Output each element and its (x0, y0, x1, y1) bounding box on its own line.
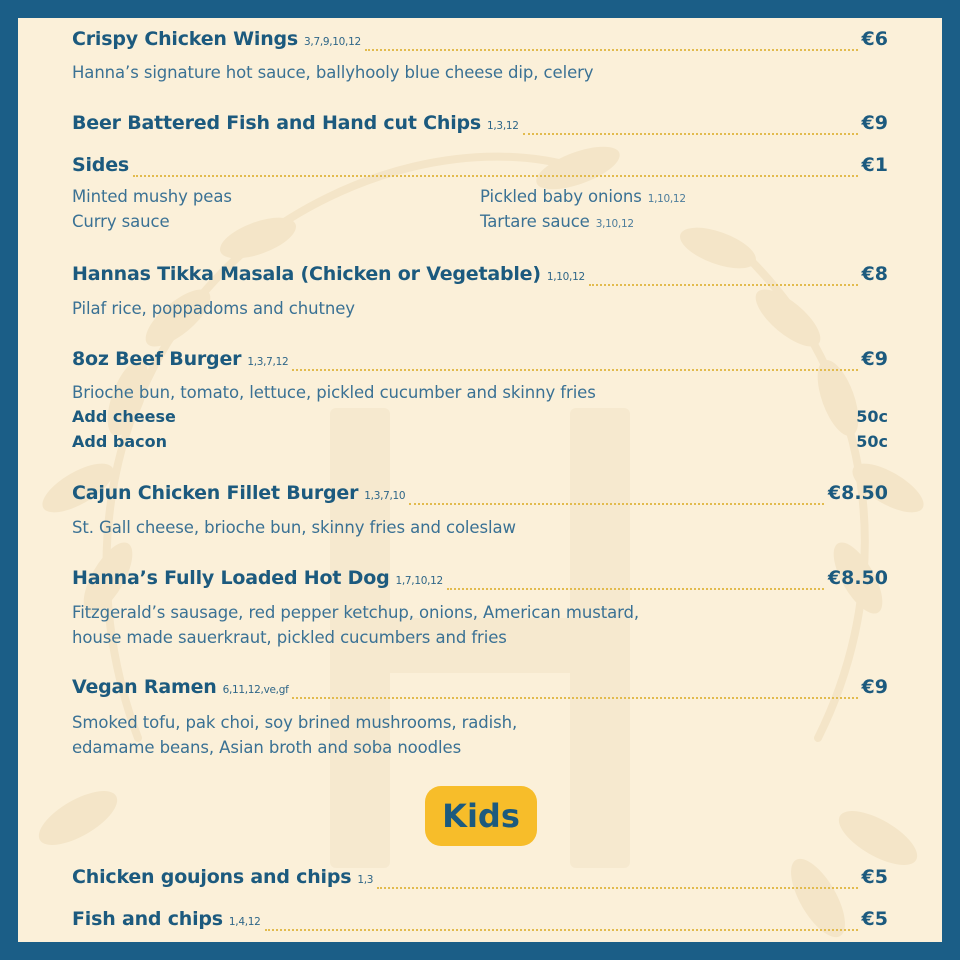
description-line: edamame beans, Asian broth and soba noodles (72, 738, 462, 757)
item-name: 8oz Beef Burger (72, 348, 242, 370)
item-price: €8.50 (827, 482, 888, 504)
allergen-codes: 1,10,12 (647, 193, 686, 205)
dotted-leader (292, 368, 857, 371)
side-item (72, 187, 232, 206)
menu-item-vegan-ramen (72, 676, 888, 706)
item-price: €5 (861, 908, 888, 930)
dotted-leader (133, 174, 858, 177)
addon-label: Add bacon (72, 432, 167, 451)
side-label: Curry sauce (72, 212, 170, 231)
dotted-leader (265, 928, 858, 931)
menu-item-crispy-chicken-wings (72, 28, 888, 58)
allergen-codes: 1,7,10,12 (395, 575, 443, 587)
item-name: Cajun Chicken Fillet Burger (72, 482, 359, 504)
menu-content (18, 18, 942, 942)
side-item (480, 212, 634, 231)
item-description (72, 515, 852, 540)
item-description (72, 380, 852, 405)
allergen-codes: 1,10,12 (546, 271, 585, 283)
dotted-leader (377, 886, 857, 889)
allergen-codes: 1,3 (357, 874, 374, 886)
addon-bacon (72, 432, 888, 451)
allergen-codes: 3,7,9,10,12 (304, 36, 361, 48)
item-name: Fish and chips (72, 908, 223, 930)
side-label: Minted mushy peas (72, 187, 232, 206)
menu-item-chicken-goujons (72, 866, 888, 896)
item-price: €9 (861, 112, 888, 134)
side-item (72, 212, 170, 231)
dotted-leader (523, 132, 858, 135)
item-price: €9 (861, 348, 888, 370)
item-name: Beer Battered Fish and Hand cut Chips (72, 112, 482, 134)
allergen-codes: 3,10,12 (595, 218, 634, 230)
side-label: Pickled baby onions (480, 187, 642, 206)
item-name: Crispy Chicken Wings (72, 28, 299, 50)
item-name: Hanna’s Fully Loaded Hot Dog (72, 567, 390, 589)
allergen-codes: 1,4,12 (228, 916, 261, 928)
item-description (72, 600, 852, 650)
description-line: Fitzgerald’s sausage, red pepper ketchup, onions, American mustard, (72, 603, 639, 622)
menu-item-sides (72, 154, 888, 184)
description-line: Pilaf rice, poppadoms and chutney (72, 299, 355, 318)
addon-cheese (72, 407, 888, 426)
allergen-codes: 1,3,7,12 (247, 356, 289, 368)
description-line: Hanna’s signature hot sauce, ballyhooly blue cheese dip, celery (72, 63, 594, 82)
allergen-codes: 6,11,12,ve,gf (222, 684, 289, 696)
menu-item-cajun-chicken-burger (72, 482, 888, 512)
item-price: €9 (861, 676, 888, 698)
item-price: €6 (861, 28, 888, 50)
item-description (72, 710, 852, 760)
dotted-leader (292, 696, 857, 699)
addon-price: 50c (856, 407, 888, 426)
item-price: €1 (861, 154, 888, 176)
menu-item-hot-dog (72, 567, 888, 597)
item-price: €5 (861, 866, 888, 888)
item-price: €8 (861, 263, 888, 285)
dotted-leader (447, 587, 824, 590)
side-label: Tartare sauce (480, 212, 590, 231)
addon-label: Add cheese (72, 407, 176, 426)
description-line: Brioche bun, tomato, lettuce, pickled cucumber and skinny fries (72, 383, 596, 402)
dotted-leader (589, 283, 858, 286)
item-name: Chicken goujons and chips (72, 866, 352, 888)
menu-item-beer-battered-fish (72, 112, 888, 142)
description-line: St. Gall cheese, brioche bun, skinny fries and coleslaw (72, 518, 516, 537)
dotted-leader (365, 48, 858, 51)
allergen-codes: 1,3,12 (487, 120, 519, 132)
side-item (480, 187, 686, 206)
description-line: house made sauerkraut, pickled cucumbers and fries (72, 628, 507, 647)
kids-section-heading: Kids (425, 786, 537, 846)
item-name: Hannas Tikka Masala (Chicken or Vegetable) (72, 263, 541, 285)
item-name: Vegan Ramen (72, 676, 217, 698)
menu-item-tikka-masala (72, 263, 888, 293)
menu-page (18, 18, 942, 942)
dotted-leader (409, 502, 824, 505)
item-description (72, 60, 852, 85)
menu-item-beef-burger (72, 348, 888, 378)
item-description (72, 296, 852, 321)
menu-item-kids-fish-and-chips (72, 908, 888, 938)
description-line: Smoked tofu, pak choi, soy brined mushrooms, radish, (72, 713, 518, 732)
item-name: Sides (72, 154, 129, 176)
item-price: €8.50 (827, 567, 888, 589)
addon-price: 50c (856, 432, 888, 451)
allergen-codes: 1,3,7,10 (364, 490, 406, 502)
